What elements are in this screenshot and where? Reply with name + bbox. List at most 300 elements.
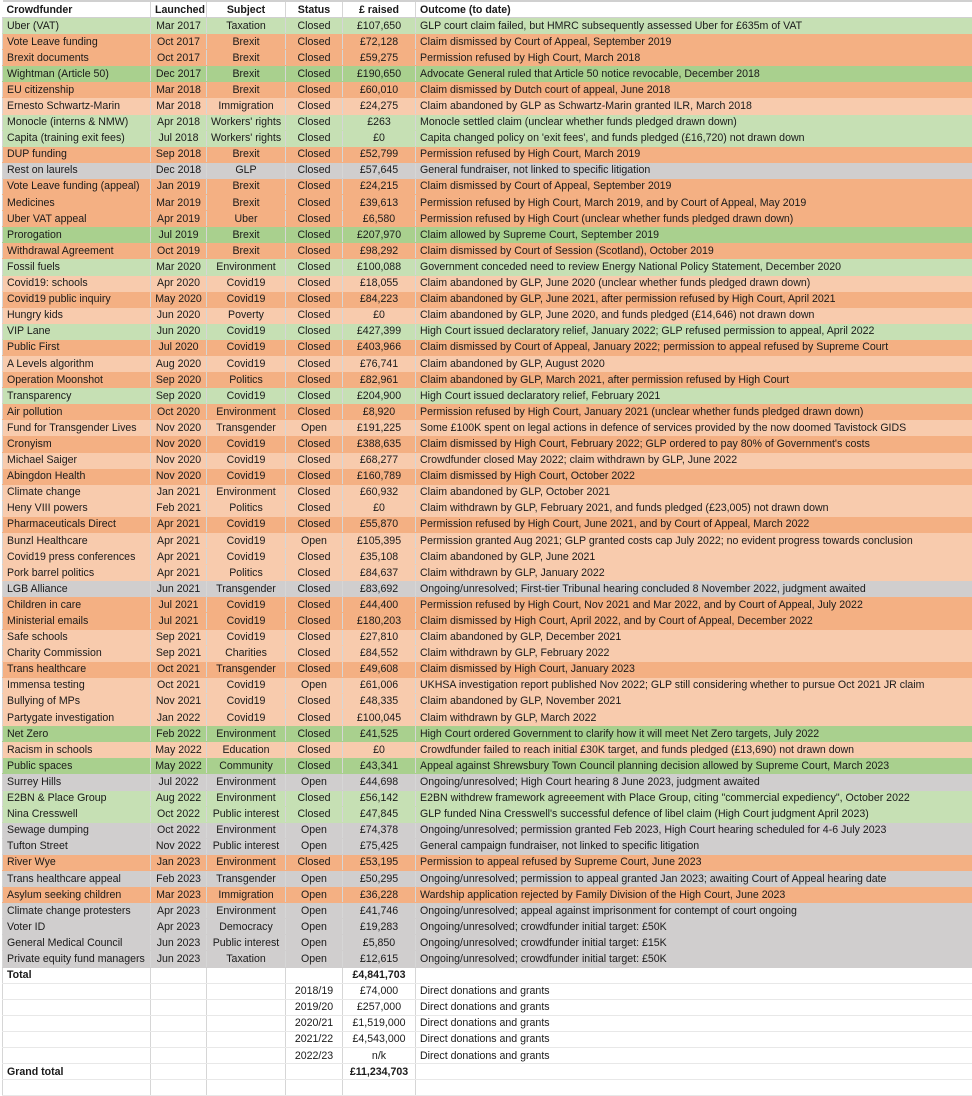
cell-subject[interactable]: Taxation — [207, 951, 286, 967]
cell-launched[interactable]: Apr 2021 — [151, 549, 207, 565]
cell-status[interactable]: Closed — [286, 726, 343, 742]
cell-launched[interactable]: Mar 2017 — [151, 18, 207, 34]
cell-launched[interactable]: Feb 2021 — [151, 500, 207, 516]
cell-raised[interactable]: £36,228 — [343, 887, 416, 903]
cell-raised[interactable]: £0 — [343, 742, 416, 758]
empty-cell[interactable] — [151, 983, 207, 999]
cell-status[interactable]: Closed — [286, 34, 343, 50]
cell-raised[interactable]: £427,399 — [343, 323, 416, 339]
cell-subject[interactable]: Immigration — [207, 887, 286, 903]
cell-subject[interactable]: Brexit — [207, 178, 286, 194]
cell-subject[interactable]: Covid19 — [207, 275, 286, 291]
cell-status[interactable]: Closed — [286, 661, 343, 677]
cell-launched[interactable]: Dec 2018 — [151, 162, 207, 178]
cell-raised[interactable]: £160,789 — [343, 468, 416, 484]
cell-status[interactable]: Closed — [286, 355, 343, 371]
cell-subject[interactable]: Covid19 — [207, 629, 286, 645]
empty-cell[interactable] — [151, 967, 207, 983]
cell-crowdfunder[interactable]: Surrey Hills — [3, 774, 151, 790]
cell-raised[interactable]: £82,961 — [343, 372, 416, 388]
cell-subject[interactable]: Uber — [207, 211, 286, 227]
cell-outcome[interactable]: GLP court claim failed, but HMRC subsequently assessed Uber for £635m of VAT — [416, 18, 972, 34]
cell-outcome[interactable]: Claim dismissed by Court of Session (Scotland), October 2019 — [416, 243, 972, 259]
cell-status[interactable]: Closed — [286, 323, 343, 339]
cell-raised[interactable]: £83,692 — [343, 581, 416, 597]
cell-status[interactable]: Closed — [286, 82, 343, 98]
cell-status[interactable]: Open — [286, 822, 343, 838]
cell-outcome[interactable]: Some £100K spent on legal actions in defence of services provided by the now doomed Tavistock GIDS — [416, 420, 972, 436]
column-header-raised[interactable]: £ raised — [343, 1, 416, 18]
cell-launched[interactable]: Jul 2021 — [151, 613, 207, 629]
cell-status[interactable]: Closed — [286, 50, 343, 66]
cell-subject[interactable]: Public interest — [207, 806, 286, 822]
cell-outcome[interactable]: Permission refused by High Court, Nov 2021 and Mar 2022, and by Court of Appeal, July 2022 — [416, 597, 972, 613]
cell-subject[interactable]: Environment — [207, 726, 286, 742]
cell-crowdfunder[interactable]: Rest on laurels — [3, 162, 151, 178]
cell-outcome[interactable]: Ongoing/unresolved; permission to appeal granted Jan 2023; awaiting Court of Appeal hearing date — [416, 870, 972, 886]
cell-subject[interactable]: Brexit — [207, 66, 286, 82]
cell-status[interactable]: Closed — [286, 581, 343, 597]
cell-status[interactable]: Closed — [286, 372, 343, 388]
cell-status[interactable]: Open — [286, 887, 343, 903]
cell-status[interactable]: Closed — [286, 195, 343, 211]
cell-subject[interactable]: Transgender — [207, 581, 286, 597]
cell-status[interactable]: Closed — [286, 613, 343, 629]
cell-subject[interactable]: Environment — [207, 790, 286, 806]
cell-crowdfunder[interactable]: Public First — [3, 339, 151, 355]
cell-outcome[interactable]: Claim dismissed by High Court, October 2022 — [416, 468, 972, 484]
cell-subject[interactable]: Environment — [207, 774, 286, 790]
cell-launched[interactable]: Jun 2021 — [151, 581, 207, 597]
cell-subject[interactable]: Environment — [207, 822, 286, 838]
cell-status[interactable]: Closed — [286, 500, 343, 516]
cell-crowdfunder[interactable]: Uber VAT appeal — [3, 211, 151, 227]
cell-raised[interactable]: £6,580 — [343, 211, 416, 227]
cell-crowdfunder[interactable]: River Wye — [3, 854, 151, 870]
cell-launched[interactable]: Jan 2019 — [151, 178, 207, 194]
cell-status[interactable]: Closed — [286, 259, 343, 275]
cell-launched[interactable]: Oct 2020 — [151, 404, 207, 420]
cell-outcome[interactable]: Claim abandoned by GLP, August 2020 — [416, 355, 972, 371]
cell-raised[interactable]: £41,525 — [343, 726, 416, 742]
cell-subject[interactable]: Covid19 — [207, 533, 286, 549]
empty-cell[interactable] — [3, 983, 151, 999]
cell-subject[interactable]: Public interest — [207, 935, 286, 951]
cell-raised[interactable]: £44,698 — [343, 774, 416, 790]
cell-status[interactable]: Closed — [286, 98, 343, 114]
cell-launched[interactable]: Nov 2021 — [151, 693, 207, 709]
donation-year[interactable]: 2021/22 — [286, 1031, 343, 1047]
cell-status[interactable]: Closed — [286, 146, 343, 162]
cell-outcome[interactable]: Permission granted Aug 2021; GLP granted costs cap July 2022; no evident progress towards conclusion — [416, 533, 972, 549]
empty-cell[interactable] — [207, 967, 286, 983]
cell-raised[interactable]: £207,970 — [343, 227, 416, 243]
cell-raised[interactable]: £100,088 — [343, 259, 416, 275]
cell-launched[interactable]: Apr 2021 — [151, 516, 207, 532]
cell-subject[interactable]: Covid19 — [207, 677, 286, 693]
cell-outcome[interactable]: Ongoing/unresolved; crowdfunder initial target: £50K — [416, 919, 972, 935]
cell-status[interactable]: Open — [286, 774, 343, 790]
donation-year[interactable]: 2019/20 — [286, 999, 343, 1015]
cell-status[interactable]: Closed — [286, 806, 343, 822]
cell-crowdfunder[interactable]: Climate change — [3, 484, 151, 500]
cell-crowdfunder[interactable]: Safe schools — [3, 629, 151, 645]
cell-outcome[interactable]: Claim abandoned by GLP, December 2021 — [416, 629, 972, 645]
cell-crowdfunder[interactable]: Pharmaceuticals Direct — [3, 516, 151, 532]
cell-raised[interactable]: £98,292 — [343, 243, 416, 259]
cell-crowdfunder[interactable]: Prorogation — [3, 227, 151, 243]
cell-crowdfunder[interactable]: A Levels algorithm — [3, 355, 151, 371]
cell-crowdfunder[interactable]: EU citizenship — [3, 82, 151, 98]
cell-launched[interactable]: May 2020 — [151, 291, 207, 307]
cell-subject[interactable]: Brexit — [207, 50, 286, 66]
cell-subject[interactable]: Workers' rights — [207, 130, 286, 146]
cell-status[interactable]: Open — [286, 677, 343, 693]
cell-status[interactable]: Closed — [286, 243, 343, 259]
cell-raised[interactable]: £49,608 — [343, 661, 416, 677]
cell-crowdfunder[interactable]: Vote Leave funding (appeal) — [3, 178, 151, 194]
cell-subject[interactable]: Brexit — [207, 243, 286, 259]
empty-cell[interactable] — [207, 999, 286, 1015]
cell-launched[interactable]: Apr 2018 — [151, 114, 207, 130]
cell-subject[interactable]: Covid19 — [207, 613, 286, 629]
cell-crowdfunder[interactable]: General Medical Council — [3, 935, 151, 951]
cell-outcome[interactable]: Wardship application rejected by Family Division of the High Court, June 2023 — [416, 887, 972, 903]
empty-cell[interactable] — [207, 1031, 286, 1047]
cell-crowdfunder[interactable]: Uber (VAT) — [3, 18, 151, 34]
cell-launched[interactable]: Mar 2023 — [151, 887, 207, 903]
cell-outcome[interactable]: UKHSA investigation report published Nov 2022; GLP still considering whether to pursue Oct 2021 JR claim — [416, 677, 972, 693]
cell-outcome[interactable]: Permission refused by High Court, March 2019 — [416, 146, 972, 162]
donation-year[interactable]: 2022/23 — [286, 1048, 343, 1064]
cell-launched[interactable]: Apr 2023 — [151, 919, 207, 935]
cell-subject[interactable]: Covid19 — [207, 436, 286, 452]
cell-raised[interactable]: £76,741 — [343, 355, 416, 371]
cell-status[interactable]: Closed — [286, 549, 343, 565]
cell-raised[interactable]: £39,613 — [343, 195, 416, 211]
cell-status[interactable]: Closed — [286, 645, 343, 661]
cell-raised[interactable]: £57,645 — [343, 162, 416, 178]
cell-status[interactable]: Closed — [286, 565, 343, 581]
cell-launched[interactable]: Jul 2018 — [151, 130, 207, 146]
cell-subject[interactable]: Politics — [207, 565, 286, 581]
cell-outcome[interactable]: High Court issued declaratory relief, February 2021 — [416, 388, 972, 404]
cell-status[interactable]: Closed — [286, 436, 343, 452]
cell-launched[interactable]: Oct 2019 — [151, 243, 207, 259]
cell-outcome[interactable]: Claim dismissed by Court of Appeal, September 2019 — [416, 178, 972, 194]
cell-crowdfunder[interactable]: Partygate investigation — [3, 710, 151, 726]
empty-cell[interactable] — [286, 1080, 343, 1096]
donation-year[interactable]: 2018/19 — [286, 983, 343, 999]
cell-outcome[interactable]: Claim withdrawn by GLP, March 2022 — [416, 710, 972, 726]
cell-outcome[interactable]: Claim dismissed by Court of Appeal, January 2022; permission to appeal refused by Supreme Court — [416, 339, 972, 355]
cell-crowdfunder[interactable]: Covid19 press conferences — [3, 549, 151, 565]
cell-status[interactable]: Open — [286, 838, 343, 854]
cell-subject[interactable]: Brexit — [207, 146, 286, 162]
cell-subject[interactable]: Immigration — [207, 98, 286, 114]
donation-note[interactable]: Direct donations and grants — [416, 1031, 972, 1047]
cell-outcome[interactable]: Claim abandoned by GLP, March 2021, after permission refused by High Court — [416, 372, 972, 388]
cell-launched[interactable]: Aug 2020 — [151, 355, 207, 371]
cell-status[interactable]: Open — [286, 533, 343, 549]
cell-launched[interactable]: Oct 2017 — [151, 34, 207, 50]
cell-crowdfunder[interactable]: Fossil fuels — [3, 259, 151, 275]
cell-raised[interactable]: £68,277 — [343, 452, 416, 468]
cell-launched[interactable]: Jul 2022 — [151, 774, 207, 790]
cell-subject[interactable]: Covid19 — [207, 291, 286, 307]
cell-status[interactable]: Closed — [286, 66, 343, 82]
cell-raised[interactable]: £52,799 — [343, 146, 416, 162]
cell-status[interactable]: Closed — [286, 854, 343, 870]
cell-crowdfunder[interactable]: Air pollution — [3, 404, 151, 420]
cell-status[interactable]: Closed — [286, 291, 343, 307]
cell-outcome[interactable]: Permission refused by High Court, January 2021 (unclear whether funds pledged drawn down) — [416, 404, 972, 420]
cell-outcome[interactable]: Claim allowed by Supreme Court, September 2019 — [416, 227, 972, 243]
cell-raised[interactable]: £74,378 — [343, 822, 416, 838]
cell-raised[interactable]: £35,108 — [343, 549, 416, 565]
cell-launched[interactable]: May 2022 — [151, 742, 207, 758]
cell-launched[interactable]: Nov 2020 — [151, 436, 207, 452]
cell-subject[interactable]: Covid19 — [207, 597, 286, 613]
empty-cell[interactable] — [207, 1048, 286, 1064]
cell-status[interactable]: Open — [286, 951, 343, 967]
cell-subject[interactable]: Transgender — [207, 420, 286, 436]
empty-cell[interactable] — [207, 1064, 286, 1080]
cell-outcome[interactable]: Crowdfunder closed May 2022; claim withdrawn by GLP, June 2022 — [416, 452, 972, 468]
cell-status[interactable]: Closed — [286, 758, 343, 774]
cell-launched[interactable]: Jun 2023 — [151, 935, 207, 951]
donation-note[interactable]: Direct donations and grants — [416, 1048, 972, 1064]
column-header-subject[interactable]: Subject — [207, 1, 286, 18]
column-header-outcome[interactable]: Outcome (to date) — [416, 1, 972, 18]
cell-launched[interactable]: Oct 2022 — [151, 806, 207, 822]
cell-launched[interactable]: Nov 2020 — [151, 452, 207, 468]
cell-crowdfunder[interactable]: Nina Cresswell — [3, 806, 151, 822]
cell-launched[interactable]: Oct 2021 — [151, 677, 207, 693]
cell-crowdfunder[interactable]: Capita (training exit fees) — [3, 130, 151, 146]
cell-outcome[interactable]: Ongoing/unresolved; First-tier Tribunal hearing concluded 8 November 2022, judgment awaited — [416, 581, 972, 597]
cell-status[interactable]: Closed — [286, 693, 343, 709]
cell-launched[interactable]: Apr 2021 — [151, 565, 207, 581]
cell-launched[interactable]: Aug 2022 — [151, 790, 207, 806]
donation-note[interactable]: Direct donations and grants — [416, 999, 972, 1015]
cell-subject[interactable]: Covid19 — [207, 452, 286, 468]
cell-launched[interactable]: Jul 2019 — [151, 227, 207, 243]
donation-amount[interactable]: n/k — [343, 1048, 416, 1064]
cell-crowdfunder[interactable]: Monocle (interns & NMW) — [3, 114, 151, 130]
empty-cell[interactable] — [3, 1031, 151, 1047]
empty-cell[interactable] — [207, 1080, 286, 1096]
cell-crowdfunder[interactable]: Trans healthcare — [3, 661, 151, 677]
cell-subject[interactable]: Covid19 — [207, 710, 286, 726]
cell-raised[interactable]: £5,850 — [343, 935, 416, 951]
cell-subject[interactable]: GLP — [207, 162, 286, 178]
cell-launched[interactable]: Nov 2022 — [151, 838, 207, 854]
cell-outcome[interactable]: Advocate General ruled that Article 50 notice revocable, December 2018 — [416, 66, 972, 82]
cell-status[interactable]: Open — [286, 870, 343, 886]
cell-crowdfunder[interactable]: Charity Commission — [3, 645, 151, 661]
cell-crowdfunder[interactable]: VIP Lane — [3, 323, 151, 339]
cell-subject[interactable]: Covid19 — [207, 388, 286, 404]
cell-crowdfunder[interactable]: Abingdon Health — [3, 468, 151, 484]
empty-cell[interactable] — [207, 1015, 286, 1031]
cell-subject[interactable]: Covid19 — [207, 339, 286, 355]
cell-subject[interactable]: Brexit — [207, 227, 286, 243]
cell-subject[interactable]: Workers' rights — [207, 114, 286, 130]
cell-crowdfunder[interactable]: Private equity fund managers — [3, 951, 151, 967]
cell-subject[interactable]: Covid19 — [207, 693, 286, 709]
cell-subject[interactable]: Transgender — [207, 870, 286, 886]
empty-cell[interactable] — [207, 983, 286, 999]
cell-launched[interactable]: Jun 2023 — [151, 951, 207, 967]
cell-status[interactable]: Closed — [286, 114, 343, 130]
cell-raised[interactable]: £180,203 — [343, 613, 416, 629]
total-label[interactable]: Total — [3, 967, 151, 983]
cell-status[interactable]: Open — [286, 903, 343, 919]
cell-launched[interactable]: Sep 2020 — [151, 372, 207, 388]
cell-raised[interactable]: £56,142 — [343, 790, 416, 806]
cell-launched[interactable]: Feb 2023 — [151, 870, 207, 886]
cell-outcome[interactable]: Permission refused by High Court, March 2019, and by Court of Appeal, May 2019 — [416, 195, 972, 211]
donation-year[interactable]: 2020/21 — [286, 1015, 343, 1031]
cell-subject[interactable]: Politics — [207, 372, 286, 388]
cell-status[interactable]: Closed — [286, 710, 343, 726]
cell-subject[interactable]: Brexit — [207, 82, 286, 98]
column-header-crowdfunder[interactable]: Crowdfunder — [3, 1, 151, 18]
empty-cell[interactable] — [286, 1064, 343, 1080]
cell-subject[interactable]: Covid19 — [207, 468, 286, 484]
cell-outcome[interactable]: Claim withdrawn by GLP, February 2022 — [416, 645, 972, 661]
cell-crowdfunder[interactable]: Children in care — [3, 597, 151, 613]
cell-launched[interactable]: Apr 2020 — [151, 275, 207, 291]
cell-outcome[interactable]: Claim withdrawn by GLP, February 2021, and funds pledged (£23,005) not drawn down — [416, 500, 972, 516]
cell-launched[interactable]: Feb 2022 — [151, 726, 207, 742]
cell-status[interactable]: Open — [286, 935, 343, 951]
cell-raised[interactable]: £0 — [343, 500, 416, 516]
cell-raised[interactable]: £204,900 — [343, 388, 416, 404]
cell-subject[interactable]: Environment — [207, 903, 286, 919]
cell-subject[interactable]: Poverty — [207, 307, 286, 323]
cell-status[interactable]: Closed — [286, 629, 343, 645]
cell-subject[interactable]: Covid19 — [207, 516, 286, 532]
cell-outcome[interactable]: Permission refused by High Court (unclear whether funds pledged drawn down) — [416, 211, 972, 227]
cell-crowdfunder[interactable]: Vote Leave funding — [3, 34, 151, 50]
donation-note[interactable]: Direct donations and grants — [416, 983, 972, 999]
cell-subject[interactable]: Politics — [207, 500, 286, 516]
cell-launched[interactable]: Oct 2017 — [151, 50, 207, 66]
cell-crowdfunder[interactable]: Climate change protesters — [3, 903, 151, 919]
cell-outcome[interactable]: Claim dismissed by Dutch court of appeal, June 2018 — [416, 82, 972, 98]
cell-crowdfunder[interactable]: Hungry kids — [3, 307, 151, 323]
cell-launched[interactable]: Apr 2019 — [151, 211, 207, 227]
cell-launched[interactable]: Nov 2020 — [151, 468, 207, 484]
cell-raised[interactable]: £12,615 — [343, 951, 416, 967]
cell-launched[interactable]: Jun 2020 — [151, 323, 207, 339]
cell-status[interactable]: Closed — [286, 130, 343, 146]
cell-crowdfunder[interactable]: Withdrawal Agreement — [3, 243, 151, 259]
cell-outcome[interactable]: Capita changed policy on 'exit fees', and funds pledged (£16,720) not drawn down — [416, 130, 972, 146]
cell-status[interactable]: Closed — [286, 307, 343, 323]
cell-raised[interactable]: £19,283 — [343, 919, 416, 935]
cell-outcome[interactable]: Claim abandoned by GLP, June 2021, after permission refused by High Court, April 2021 — [416, 291, 972, 307]
cell-crowdfunder[interactable]: Racism in schools — [3, 742, 151, 758]
cell-crowdfunder[interactable]: Wightman (Article 50) — [3, 66, 151, 82]
cell-outcome[interactable]: Claim abandoned by GLP, June 2020, and funds pledged (£14,646) not drawn down — [416, 307, 972, 323]
cell-crowdfunder[interactable]: Medicines — [3, 195, 151, 211]
cell-raised[interactable]: £75,425 — [343, 838, 416, 854]
cell-outcome[interactable]: Claim dismissed by High Court, February 2022; GLP ordered to pay 80% of Government's costs — [416, 436, 972, 452]
cell-status[interactable]: Closed — [286, 790, 343, 806]
cell-raised[interactable]: £61,006 — [343, 677, 416, 693]
cell-launched[interactable]: Mar 2018 — [151, 82, 207, 98]
cell-outcome[interactable]: High Court ordered Government to clarify how it will meet Net Zero targets, July 2022 — [416, 726, 972, 742]
cell-outcome[interactable]: Claim abandoned by GLP, June 2021 — [416, 549, 972, 565]
cell-status[interactable]: Open — [286, 919, 343, 935]
cell-crowdfunder[interactable]: Ministerial emails — [3, 613, 151, 629]
cell-crowdfunder[interactable]: LGB Alliance — [3, 581, 151, 597]
cell-outcome[interactable]: Appeal against Shrewsbury Town Council planning decision allowed by Supreme Court, March 2023 — [416, 758, 972, 774]
cell-raised[interactable]: £0 — [343, 307, 416, 323]
donation-amount[interactable]: £74,000 — [343, 983, 416, 999]
cell-status[interactable]: Closed — [286, 468, 343, 484]
cell-subject[interactable]: Brexit — [207, 195, 286, 211]
cell-raised[interactable]: £190,650 — [343, 66, 416, 82]
cell-raised[interactable]: £84,223 — [343, 291, 416, 307]
cell-crowdfunder[interactable]: Sewage dumping — [3, 822, 151, 838]
cell-crowdfunder[interactable]: Voter ID — [3, 919, 151, 935]
empty-cell[interactable] — [416, 967, 972, 983]
cell-launched[interactable]: Apr 2021 — [151, 533, 207, 549]
cell-status[interactable]: Closed — [286, 597, 343, 613]
cell-status[interactable]: Closed — [286, 388, 343, 404]
column-header-launched[interactable]: Launched — [151, 1, 207, 18]
cell-crowdfunder[interactable]: Transparency — [3, 388, 151, 404]
cell-raised[interactable]: £263 — [343, 114, 416, 130]
cell-raised[interactable]: £53,195 — [343, 854, 416, 870]
donation-note[interactable]: Direct donations and grants — [416, 1015, 972, 1031]
cell-launched[interactable]: Jun 2020 — [151, 307, 207, 323]
grand-total-raised[interactable]: £11,234,703 — [343, 1064, 416, 1080]
cell-launched[interactable]: Sep 2021 — [151, 645, 207, 661]
cell-launched[interactable]: Sep 2018 — [151, 146, 207, 162]
cell-crowdfunder[interactable]: Public spaces — [3, 758, 151, 774]
cell-launched[interactable]: Sep 2021 — [151, 629, 207, 645]
cell-subject[interactable]: Transgender — [207, 661, 286, 677]
cell-outcome[interactable]: Permission to appeal refused by Supreme Court, June 2023 — [416, 854, 972, 870]
cell-raised[interactable]: £47,845 — [343, 806, 416, 822]
cell-raised[interactable]: £84,552 — [343, 645, 416, 661]
cell-outcome[interactable]: Claim abandoned by GLP as Schwartz-Marin granted ILR, March 2018 — [416, 98, 972, 114]
cell-raised[interactable]: £24,275 — [343, 98, 416, 114]
cell-outcome[interactable]: Government conceded need to review Energy National Policy Statement, December 2020 — [416, 259, 972, 275]
cell-crowdfunder[interactable]: Immensa testing — [3, 677, 151, 693]
cell-subject[interactable]: Environment — [207, 259, 286, 275]
cell-launched[interactable]: May 2022 — [151, 758, 207, 774]
cell-outcome[interactable]: High Court issued declaratory relief, January 2022; GLP refused permission to appeal, April 2022 — [416, 323, 972, 339]
empty-cell[interactable] — [286, 967, 343, 983]
cell-outcome[interactable]: Permission refused by High Court, June 2021, and by Court of Appeal, March 2022 — [416, 516, 972, 532]
empty-cell[interactable] — [151, 1015, 207, 1031]
cell-raised[interactable]: £0 — [343, 130, 416, 146]
cell-status[interactable]: Closed — [286, 275, 343, 291]
cell-crowdfunder[interactable]: Pork barrel politics — [3, 565, 151, 581]
cell-outcome[interactable]: Claim abandoned by GLP, June 2020 (unclear whether funds pledged drawn down) — [416, 275, 972, 291]
grand-total-label[interactable]: Grand total — [3, 1064, 151, 1080]
empty-cell[interactable] — [416, 1080, 972, 1096]
empty-cell[interactable] — [151, 1031, 207, 1047]
cell-raised[interactable]: £43,341 — [343, 758, 416, 774]
cell-outcome[interactable]: Permission refused by High Court, March 2018 — [416, 50, 972, 66]
